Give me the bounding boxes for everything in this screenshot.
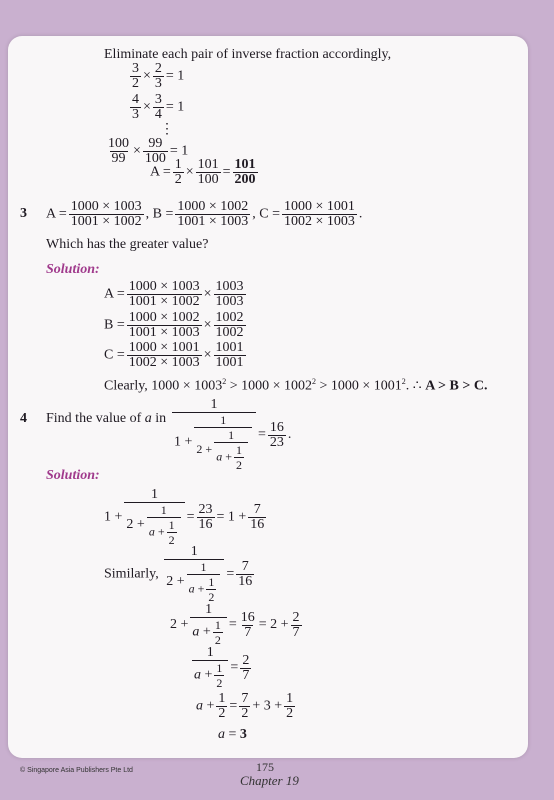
q3-C: C = $\frac{1000 \times 1001}{1002 \times 1003}$ × $\frac{1001}{1001}$ — [104, 340, 244, 370]
eq-A-result: A = $\frac{1}{2}$ × $\frac{101}{100}$ = $\frac{101}{200}$ — [150, 157, 256, 187]
eq-4-3: $\frac{4}{3}$ × $\frac{3}{4}$ = 1 — [132, 92, 185, 122]
q4-answer: a = 3 — [218, 727, 247, 742]
page-number: 175 — [256, 760, 274, 774]
eq-100-99: $\frac{100}{99}$ × $\frac{99}{100}$ = 1 — [108, 136, 189, 166]
q4-step4: 1 a + $\frac{1}{2}$ = $\frac{2}{7}$ — [194, 645, 250, 690]
footer-copyright: © Singapore Asia Publishers Pte Ltd — [20, 767, 133, 774]
q3-clearly: Clearly, $1000 \times 1003^2 > 1000 \times 1002^2 > 1000 \times 1001^2$. ∴ A > B > C. — [104, 377, 488, 394]
intro-text: Eliminate each pair of inverse fraction accordingly, — [104, 47, 392, 62]
q4-solution-label: Solution: — [46, 468, 100, 483]
q3-B: B = $\frac{1000 \times 1002}{1001 \times 1003}$ × $\frac{1002}{1002}$ — [104, 310, 244, 340]
q3-question: Which has the greater value? — [46, 237, 209, 252]
q3-solution-label: Solution: — [46, 262, 100, 277]
q4-number: 4 — [20, 411, 27, 426]
eq-3-2: $\frac{3}{2}$ × $\frac{2}{3}$ = 1 — [132, 61, 185, 91]
q3-definitions: A = $\frac{1000 \times 1003}{1001 \times 1002}$ , B = $\frac{1000 \times 1002}{1001 \times 1003}$ , C = $\frac{1000 \times 1001}{1002 \times 1003}$ . — [46, 199, 363, 229]
q4-equation: 1 1 + 1 2 + 1 a + $\frac{1}{2}$ = $\frac{16}{23}$ . — [174, 397, 292, 472]
q3-number: 3 — [20, 206, 27, 221]
page-card — [8, 36, 528, 758]
chapter-label: Chapter 19 — [240, 773, 299, 788]
q4-similarly: Similarly, 1 2 + 1 a + $\frac{1}{2}$ = $\frac{7}{16}$ — [104, 544, 253, 604]
q3-A: A = $\frac{1000 \times 1003}{1001 \times 1002}$ × $\frac{1003}{1003}$ — [104, 279, 244, 309]
q4-step1: 1 + 1 2 + 1 a + $\frac{1}{2}$ = $\frac{23}{16}$ = 1 + $\frac{7}{16}$ — [104, 487, 265, 547]
q4-prompt: Find the value of a in — [46, 411, 167, 426]
q4-step5: a + $\frac{1}{2}$ = $\frac{7}{2}$ + 3 + $\frac{1}{2}$ — [196, 691, 294, 721]
q4-step3: 2 + 1 a + $\frac{1}{2}$ = $\frac{16}{7}$ = 2 + $\frac{2}{7}$ — [170, 602, 300, 647]
vdots: ⋮ — [160, 122, 174, 137]
